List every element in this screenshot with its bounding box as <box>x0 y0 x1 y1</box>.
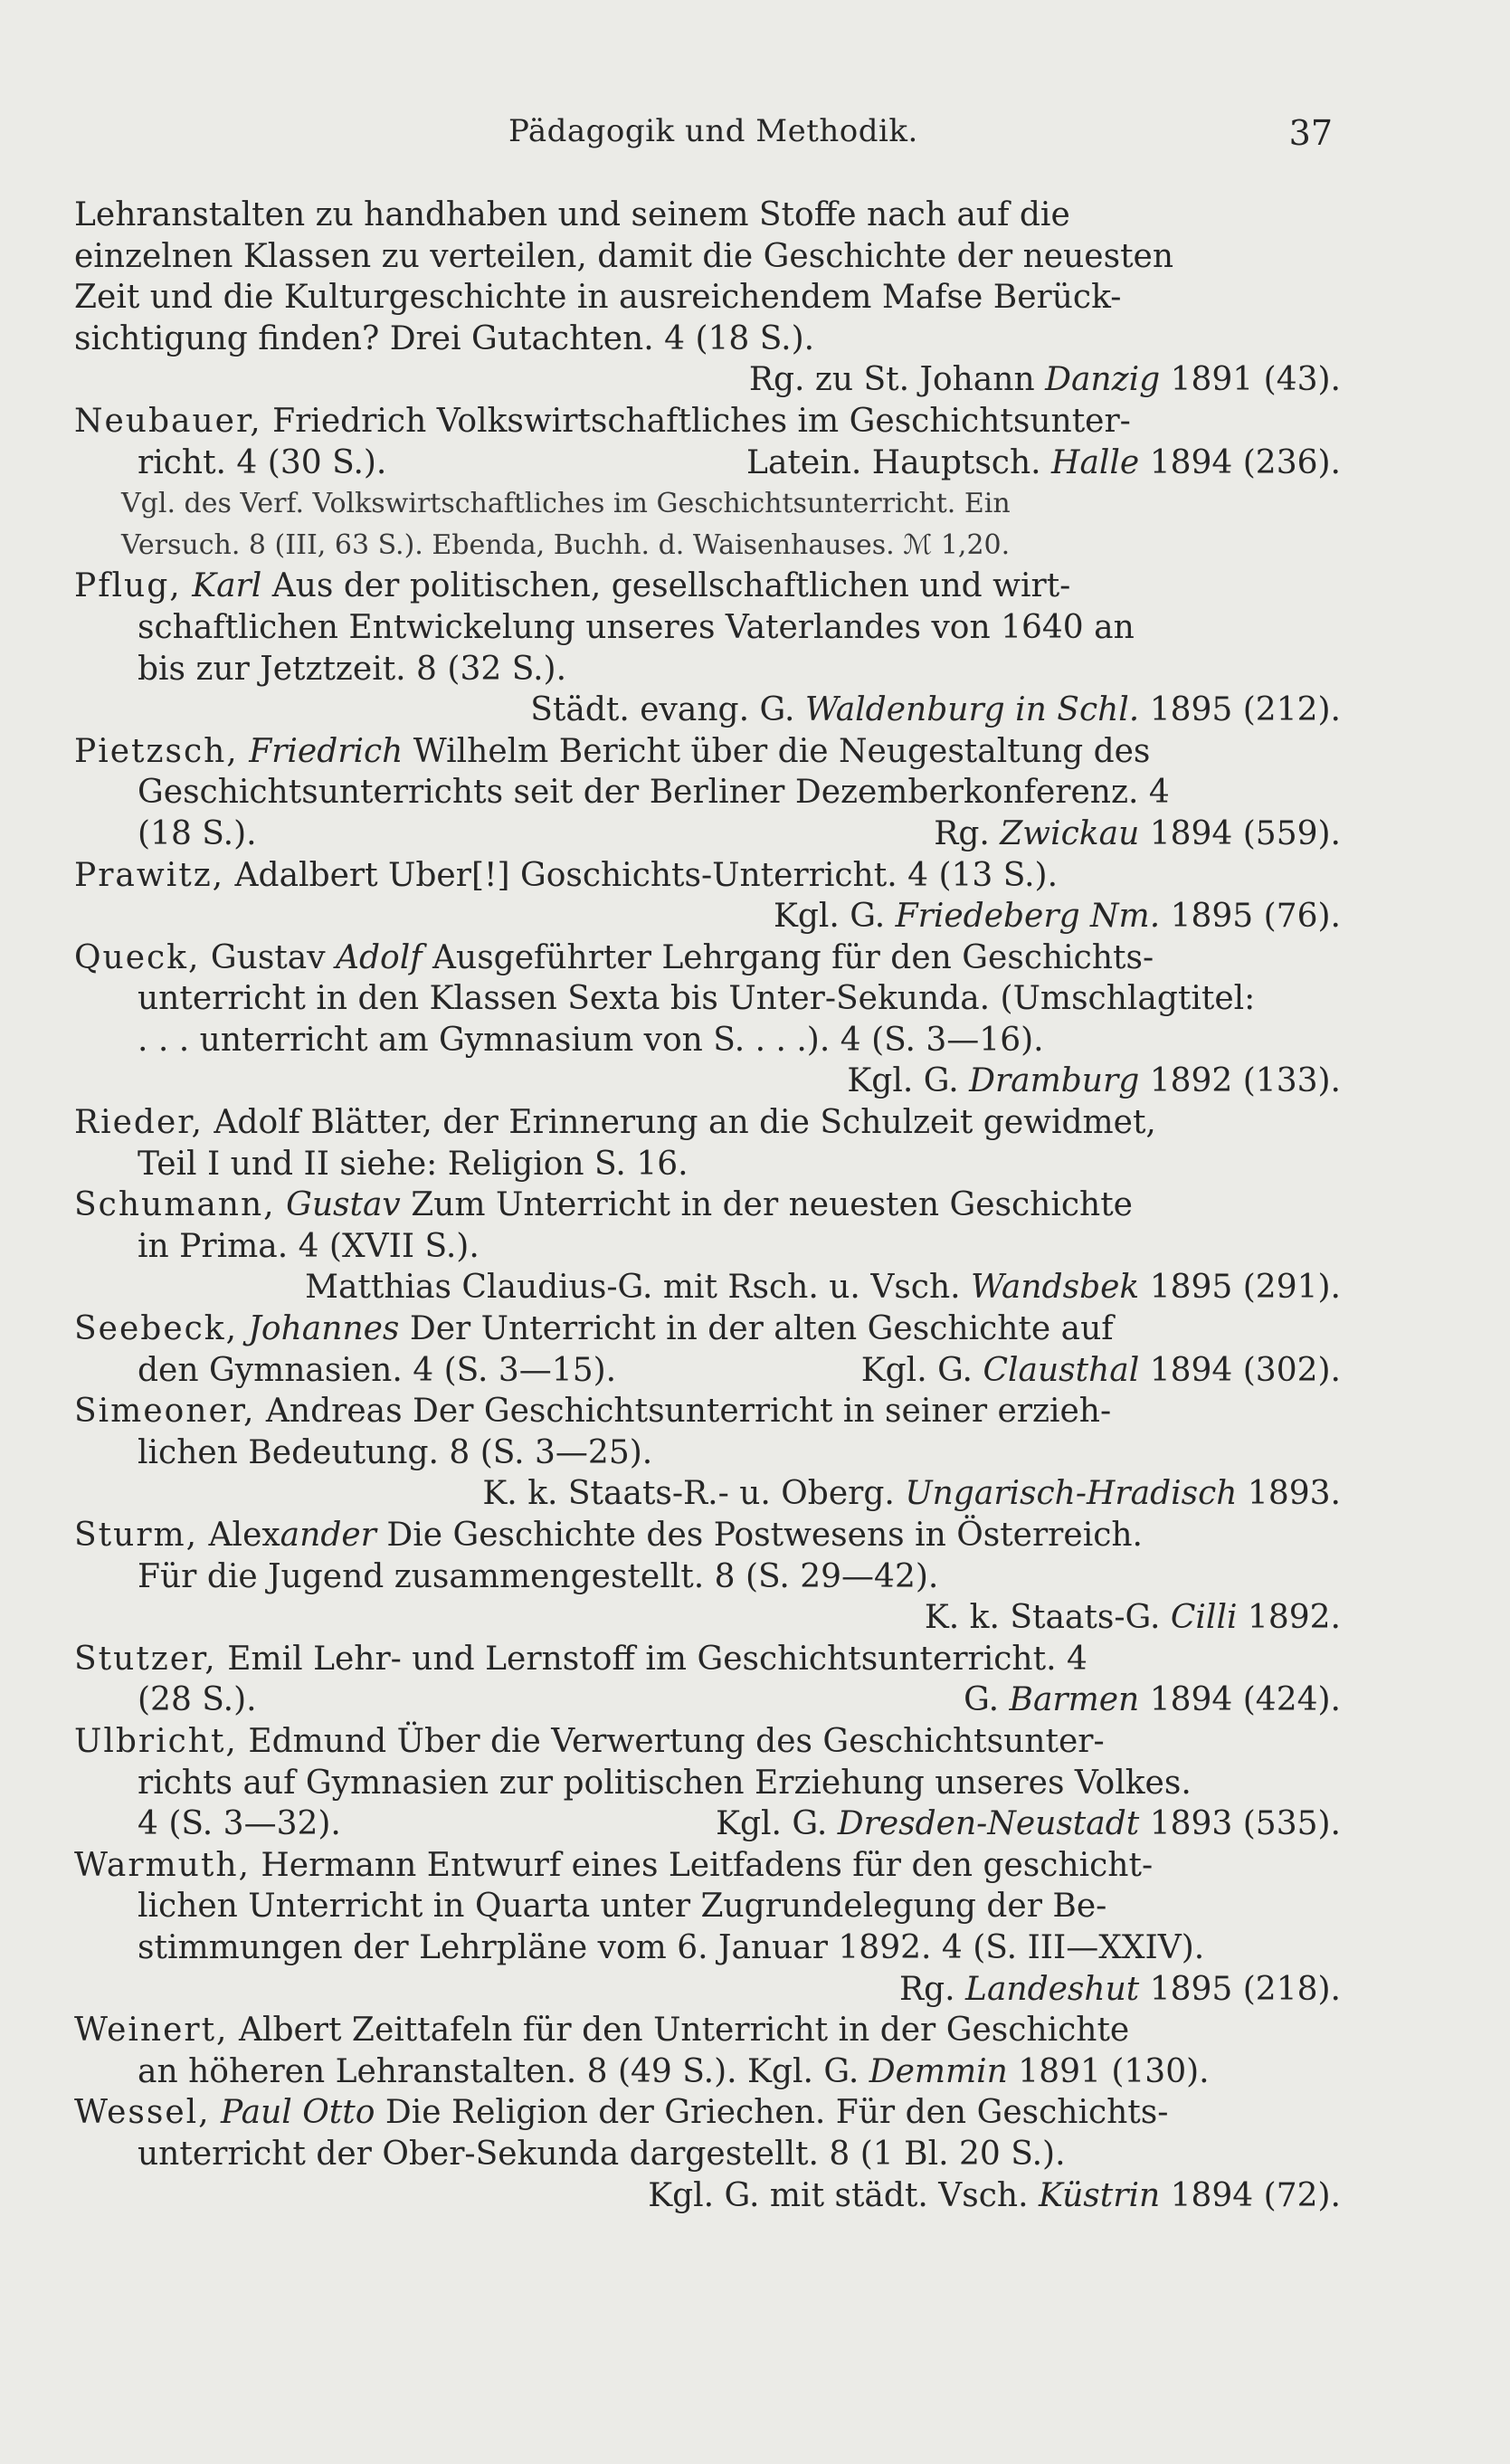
running-title: Pädagogik und Methodik. <box>508 113 918 149</box>
text-span: Kgl. G. <box>773 898 896 936</box>
entry-first-line <box>74 855 1341 897</box>
text-line: Teil I und II siehe: Religion S. 16. <box>138 1145 689 1183</box>
school-line <box>74 1597 1341 1639</box>
running-header <box>0 113 1510 158</box>
text-span: G. <box>964 1681 1010 1719</box>
text-span: Hermann Entwurf eines Leitfadens für den geschicht- <box>250 1846 1154 1884</box>
entry-first-line <box>74 401 1341 442</box>
author-surname: Queck, <box>74 938 201 976</box>
entry-wessel <box>74 2092 1341 2216</box>
text-line: den Gymnasien. 4 (S. 3—15). <box>138 1351 617 1389</box>
entry-warmuth <box>74 1845 1341 2010</box>
text-span: K. k. Staats-R.- u. Oberg. <box>482 1475 906 1513</box>
place-name: Dresden-Neustadt <box>837 1805 1140 1843</box>
entry-first-line <box>74 1184 1341 1226</box>
text-span: Rg. <box>934 814 1001 852</box>
bibliography-list <box>74 195 1341 2216</box>
place-name: Ungarisch-Hradisch <box>905 1475 1238 1513</box>
given-name: Adolf <box>336 938 423 976</box>
school-line <box>74 359 1341 401</box>
entry-first-line <box>74 1391 1341 1432</box>
text-span: 1892 (133). <box>1139 1062 1341 1100</box>
author-surname: Simeoner, <box>74 1393 256 1431</box>
text-span: Kgl. G. <box>716 1805 838 1843</box>
text-span: Gustav <box>200 938 337 976</box>
place-name: Landeshut <box>965 1970 1140 2008</box>
text-span: Kgl. G. mit städt. Vsch. <box>648 2176 1039 2214</box>
text-span: an höheren Lehranstalten. 8 (49 S.). Kgl. G. <box>138 2052 869 2090</box>
place-name: Demmin <box>869 2052 1008 2090</box>
entry-first-line <box>74 2092 1341 2134</box>
text-span: Albert Zeittafeln für den Unterricht in der Geschichte <box>228 2012 1130 2050</box>
text-span: 1891 (130). <box>1007 2052 1210 2090</box>
school-line <box>74 896 1341 937</box>
text-span: 1895 (212). <box>1139 691 1341 729</box>
text-line: richt. 4 (30 S.). <box>138 443 387 481</box>
school-line <box>74 690 1341 731</box>
entry-schumann <box>74 1184 1341 1308</box>
text-span: Rg. <box>898 1970 966 2008</box>
entry-first-line <box>74 731 1341 773</box>
text-line: unterricht in den Klassen Sexta bis Unter-Sekunda. (Umschlagtitel: <box>138 980 1256 1018</box>
text-span: 1895 (218). <box>1139 1970 1341 2008</box>
entry-first-line <box>74 1639 1341 1680</box>
given-name: Paul Otto <box>221 2094 375 2132</box>
author-surname: Ulbricht, <box>74 1722 238 1760</box>
entry-neubauer <box>74 401 1341 566</box>
text-span: Latein. Hauptsch. <box>746 443 1052 481</box>
text-line: Lehranstalten zu handhaben und seinem Stoffe nach auf die <box>74 196 1070 233</box>
author-surname: Weinert, <box>74 2012 229 2050</box>
text-line: (28 S.). <box>138 1681 257 1719</box>
text-line: Geschichtsunterrichts seit der Berliner Dezemberkonferenz. 4 <box>138 774 1170 812</box>
school-line <box>74 1061 1341 1102</box>
note-line: Versuch. 8 (III, 63 S.). Ebenda, Buchh. d. Waisenhauses. ℳ 1,20. <box>121 528 1011 561</box>
school-line <box>74 813 1341 855</box>
place-name: Wandsbek <box>971 1269 1140 1307</box>
school-line <box>74 1267 1341 1308</box>
entry-pietzsch <box>74 731 1341 855</box>
text-span: 1893 (535). <box>1139 1805 1341 1843</box>
text-span: Matthias Claudius-G. mit Rsch. u. Vsch. <box>305 1269 972 1307</box>
entry-first-line <box>74 566 1341 607</box>
text-span: K. k. Staats-G. <box>924 1599 1171 1637</box>
place-name: Waldenburg in Schl. <box>804 691 1140 729</box>
author-surname: Sturm, <box>74 1517 199 1554</box>
text-line: richts auf Gymnasien zur politischen Erziehung unseres Volkes. <box>138 1764 1192 1802</box>
text-span: Ausgeführter Lehrgang für den Geschichts- <box>422 938 1154 976</box>
text-span: Der Unterricht in der alten Geschichte auf <box>399 1310 1114 1348</box>
entry-stutzer <box>74 1639 1341 1721</box>
text-line: 4 (S. 3—32). <box>138 1805 341 1843</box>
entry-first-line <box>74 1845 1341 1887</box>
school-line <box>74 1969 1341 2011</box>
entry-first-line <box>74 1515 1341 1556</box>
text-span: 1893. <box>1237 1475 1341 1513</box>
text-span: Städt. evang. G. <box>530 691 805 729</box>
author-surname: Neubauer, <box>74 402 262 440</box>
entry-queck <box>74 937 1341 1102</box>
text-span: 1894 (236). <box>1139 443 1341 481</box>
text-line: Zeit und die Kulturgeschichte in ausreichendem Mafse Berück- <box>74 279 1122 317</box>
place-name: Friedeberg Nm. <box>895 898 1161 936</box>
text-span: Die Geschichte des Postwesens in Österreich. <box>375 1517 1143 1554</box>
school-line <box>74 1473 1341 1515</box>
given-name: Johannes <box>248 1310 400 1348</box>
note-line: Vgl. des Verf. Volkswirtschaftliches im Geschichtsunterricht. Ein <box>121 488 1011 520</box>
text-line: bis zur Jetztzeit. 8 (32 S.). <box>138 650 567 688</box>
entry-sturm <box>74 1515 1341 1639</box>
text-line: lichen Unterricht in Quarta unter Zugrundelegung der Be- <box>138 1888 1107 1926</box>
text-span: Kgl. G. <box>860 1351 983 1389</box>
text-span: 1894 (559). <box>1139 814 1341 852</box>
text-span: Zum Unterricht in der neuesten Geschichte <box>400 1186 1133 1224</box>
author-surname: Pietzsch, <box>74 732 239 770</box>
text-span: Wilhelm Bericht über die Neugestaltung des <box>403 732 1151 770</box>
text-line: . . . unterricht am Gymnasium von S. . . .). 4 (S. 3—16). <box>138 1021 1044 1059</box>
text-line: einzelnen Klassen zu verteilen, damit die Geschichte der neuesten <box>74 237 1174 275</box>
entry-first-line <box>74 1721 1341 1763</box>
place-name: Halle <box>1051 443 1140 481</box>
text-span: Alex <box>198 1517 280 1554</box>
text-line: sichtigung finden? Drei Gutachten. 4 (18 S.). <box>74 319 815 357</box>
text-line: stimmungen der Lehrpläne vom 6. Januar 1892. 4 (S. III—XXIV). <box>138 1928 1205 1966</box>
text-line: (18 S.). <box>138 814 257 852</box>
entry-seebeck <box>74 1308 1341 1391</box>
entry-weinert <box>74 2010 1341 2092</box>
author-surname: Stutzer, <box>74 1640 217 1678</box>
author-surname: Seebeck, <box>74 1310 239 1348</box>
text-span: Andreas Der Geschichtsunterricht in seiner erzieh- <box>255 1393 1112 1431</box>
text-span: 1894 (424). <box>1139 1681 1341 1719</box>
place-name: Barmen <box>1009 1681 1140 1719</box>
given-name-part: ander <box>280 1517 376 1554</box>
entry-first-line <box>74 937 1341 979</box>
author-surname: Rieder, <box>74 1104 204 1142</box>
text-span: Adolf Blätter, der Erinnerung an die Schulzeit gewidmet, <box>203 1104 1156 1142</box>
entry-continued <box>74 195 1341 401</box>
text-line: schaftlichen Entwickelung unseres Vaterlandes von 1640 an <box>138 608 1135 646</box>
text-line: unterricht der Ober-Sekunda dargestellt. 8 (1 Bl. 20 S.). <box>138 2135 1066 2173</box>
given-name: Gustav <box>286 1186 401 1224</box>
entry-first-line <box>74 2010 1341 2051</box>
text-line: in Prima. 4 (XVII S.). <box>138 1227 480 1265</box>
text-span: Emil Lehr- und Lernstoff im Geschichtsunterricht. 4 <box>216 1640 1087 1678</box>
author-surname: Schumann, <box>74 1186 276 1224</box>
text-span: Adalbert Uber[!] Goschichts-Unterricht. 4 (13 S.). <box>224 856 1059 894</box>
text-span: 1894 (302). <box>1139 1351 1341 1389</box>
given-name: Friedrich <box>249 732 404 770</box>
text-span: 1895 (76). <box>1160 898 1341 936</box>
place-name: Cilli <box>1170 1599 1238 1637</box>
author-surname: Prawitz, <box>74 856 225 894</box>
place-name: Danzig <box>1045 361 1161 399</box>
text-span: 1891 (43). <box>1160 361 1341 399</box>
entry-first-line <box>74 1308 1341 1350</box>
entry-rieder <box>74 1102 1341 1184</box>
text-span: Die Religion der Griechen. Für den Geschichts- <box>375 2094 1169 2132</box>
place-name: Dramburg <box>969 1062 1140 1100</box>
author-surname: Warmuth, <box>74 1846 251 1884</box>
text-span: Edmund Über die Verwertung des Geschichtsunter- <box>237 1722 1105 1760</box>
entry-prawitz <box>74 855 1341 937</box>
school-line <box>74 1679 1341 1721</box>
school-line <box>74 2175 1341 2217</box>
text-span: Friedrich Volkswirtschaftliches im Geschichtsunter- <box>261 402 1131 440</box>
text-span: Kgl. G. <box>847 1062 970 1100</box>
place-name: Zwickau <box>1000 814 1140 852</box>
entry-pflug <box>74 566 1341 730</box>
given-name: Karl <box>192 567 262 605</box>
text-line <box>74 2051 1341 2093</box>
entry-simeoner <box>74 1391 1341 1515</box>
entry-ulbricht <box>74 1721 1341 1845</box>
text-span: 1894 (72). <box>1160 2176 1341 2214</box>
author-surname: Wessel, <box>74 2094 211 2132</box>
text-line: lichen Bedeutung. 8 (S. 3—25). <box>138 1433 653 1471</box>
entry-first-line <box>74 1102 1341 1144</box>
text-span: Aus der politischen, gesellschaftlichen und wirt- <box>261 567 1071 605</box>
place-name: Clausthal <box>983 1351 1140 1389</box>
author-surname: Pflug, <box>74 567 182 605</box>
text-span: 1892. <box>1237 1599 1341 1637</box>
place-name: Küstrin <box>1039 2176 1161 2214</box>
text-span: 1895 (291). <box>1139 1269 1341 1307</box>
text-line: Für die Jugend zusammengestellt. 8 (S. 29—42). <box>138 1557 939 1595</box>
page-number: 37 <box>1288 113 1333 153</box>
text-span: Rg. zu St. Johann <box>748 361 1046 399</box>
